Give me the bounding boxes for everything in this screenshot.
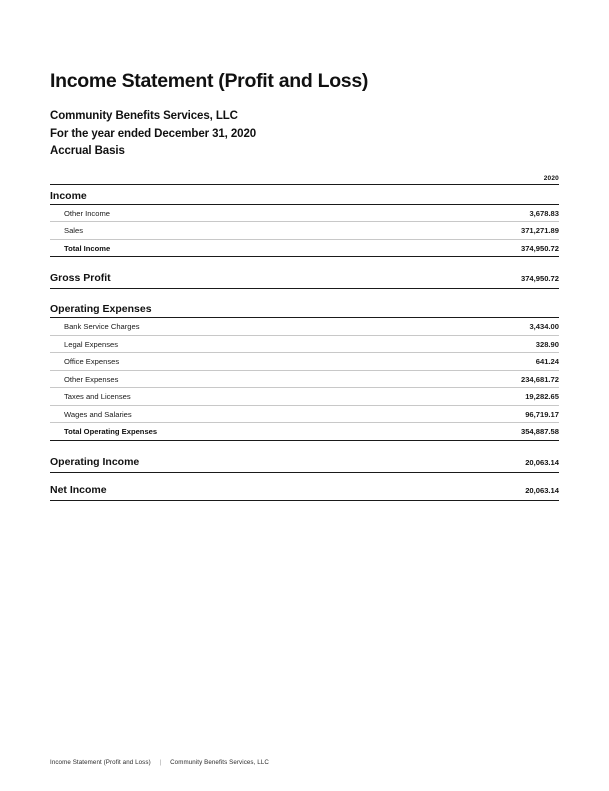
spacer xyxy=(50,289,559,299)
net-income-amount: 20,063.14 xyxy=(450,478,559,501)
line-item-label: Bank Service Charges xyxy=(50,318,450,336)
line-item-amount: 3,434.00 xyxy=(450,318,559,336)
footer-document-name: Income Statement (Profit and Loss) xyxy=(50,759,151,766)
line-item-label: Taxes and Licenses xyxy=(50,388,450,406)
footer-separator: | xyxy=(159,759,162,766)
line-item-amount: 234,681.72 xyxy=(450,370,559,388)
table-row xyxy=(50,370,559,388)
section-title-income: Income xyxy=(50,184,450,204)
accounting-basis: Accrual Basis xyxy=(50,145,125,158)
document-subheader xyxy=(50,108,559,160)
total-row-gross-profit xyxy=(50,266,559,289)
footer-company-name: Community Benefits Services, LLC xyxy=(170,759,269,766)
operating-income-amount: 20,063.14 xyxy=(450,450,559,473)
table-row xyxy=(50,353,559,371)
period-header-row xyxy=(50,175,559,184)
reporting-period: For the year ended December 31, 2020 xyxy=(50,127,257,140)
line-item-label: Wages and Salaries xyxy=(50,405,450,423)
line-item-amount: 96,719.17 xyxy=(450,405,559,423)
section-title-operating-expenses: Operating Expenses xyxy=(50,298,450,318)
section-header-operating-expenses xyxy=(50,298,559,318)
section-header-income xyxy=(50,184,559,204)
line-item-amount: 641.24 xyxy=(450,353,559,371)
gross-profit-amount: 374,950.72 xyxy=(450,266,559,289)
line-item-amount: 371,271.89 xyxy=(450,222,559,240)
period-header-blank xyxy=(50,175,450,184)
line-item-label: Office Expenses xyxy=(50,353,450,371)
total-row-operating-income xyxy=(50,450,559,473)
table-row xyxy=(50,335,559,353)
section-income-amount-blank xyxy=(450,184,559,204)
table-row xyxy=(50,222,559,240)
subtotal-amount: 374,950.72 xyxy=(450,239,559,257)
page-title: Income Statement (Profit and Loss) xyxy=(50,70,369,92)
spacer xyxy=(50,440,559,450)
subtotal-label: Total Operating Expenses xyxy=(50,423,450,441)
income-statement-table xyxy=(50,175,559,501)
line-item-label: Other Expenses xyxy=(50,370,450,388)
line-item-label: Other Income xyxy=(50,204,450,222)
table-row xyxy=(50,204,559,222)
subtotal-row-total-income xyxy=(50,239,559,257)
subtotal-row-total-operating-expenses xyxy=(50,423,559,441)
period-column-header: 2020 xyxy=(543,174,559,182)
company-name: Community Benefits Services, LLC xyxy=(50,110,238,123)
line-item-amount: 19,282.65 xyxy=(450,388,559,406)
subtotal-label: Total Income xyxy=(50,239,450,257)
subtotal-amount: 354,887.58 xyxy=(450,423,559,441)
operating-income-label: Operating Income xyxy=(50,450,450,473)
line-item-label: Legal Expenses xyxy=(50,335,450,353)
section-expenses-amount-blank xyxy=(450,298,559,318)
table-row xyxy=(50,388,559,406)
line-item-amount: 3,678.83 xyxy=(450,204,559,222)
total-row-net-income xyxy=(50,478,559,501)
table-row xyxy=(50,405,559,423)
table-row xyxy=(50,318,559,336)
line-item-amount: 328.90 xyxy=(450,335,559,353)
net-income-label: Net Income xyxy=(50,478,450,501)
line-item-label: Sales xyxy=(50,222,450,240)
spacer xyxy=(50,257,559,267)
gross-profit-label: Gross Profit xyxy=(50,266,450,289)
page-footer xyxy=(50,759,269,766)
